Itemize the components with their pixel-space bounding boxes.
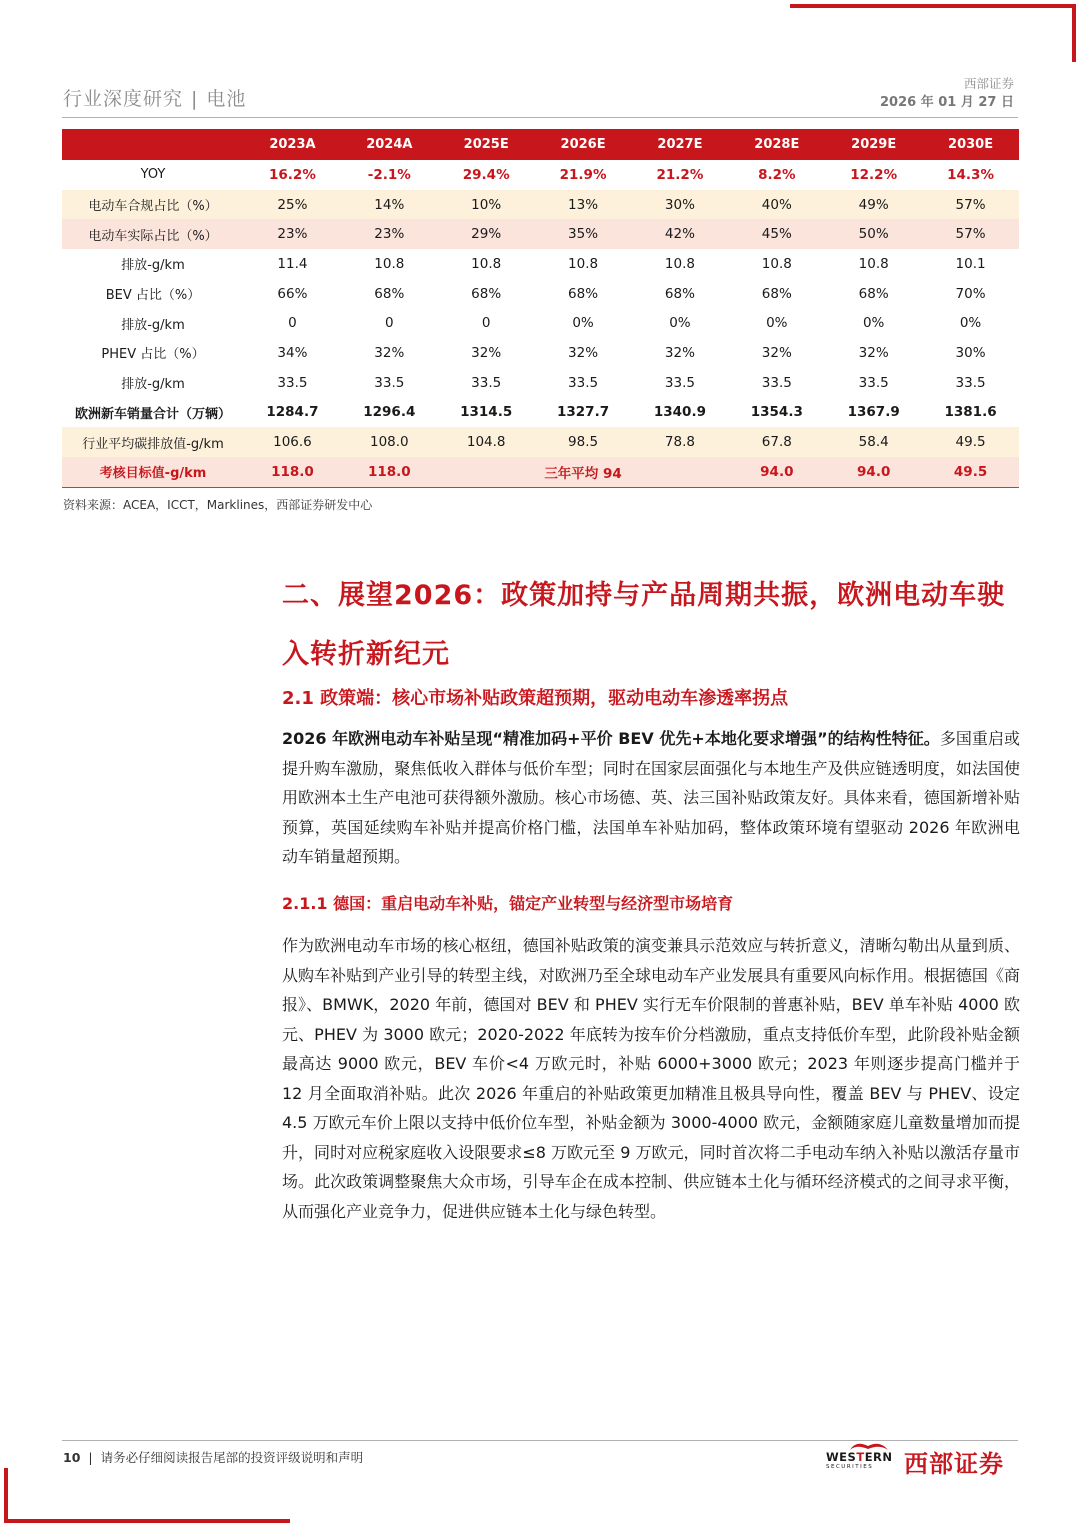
table-cell: 0% — [572, 315, 594, 332]
table-cell: 68% — [471, 285, 502, 302]
row-label: 排放-g/km — [121, 377, 185, 393]
table-cell: 12.2% — [850, 166, 898, 183]
table-cell: 49.5 — [922, 457, 1019, 487]
table-cell: 118.0 — [341, 457, 438, 487]
row-label: 行业平均碳排放值-g/km — [62, 427, 244, 457]
row-label: 排放-g/km — [121, 258, 185, 274]
table-cell: 68% — [761, 285, 792, 302]
table-header-cell: 2029E — [825, 129, 922, 160]
subsubsection-title: 2.1.1 德国：重启电动车补贴，锚定产业转型与经济型市场培育 — [282, 894, 734, 913]
table-row-bev-emission — [62, 308, 1019, 338]
table-cell: 57% — [922, 190, 1019, 220]
row-label: 欧洲新车销量合计（万辆） — [74, 406, 231, 422]
table-cell: 1296.4 — [363, 404, 416, 421]
row-label: PHEV 占比（%） — [101, 347, 205, 363]
table-header-row — [62, 129, 1019, 160]
table-cell: 30% — [955, 344, 986, 361]
table-cell: 94.0 — [825, 457, 922, 487]
table-cell: 33.5 — [955, 374, 986, 391]
table-cell: 42% — [632, 219, 729, 249]
table-cell: -2.1% — [367, 166, 411, 183]
logo-english-sub: SECURITIES — [826, 1464, 874, 1470]
table-cell: 33.5 — [374, 374, 405, 391]
table-cell: 10.8 — [761, 255, 792, 272]
table-cell: 49% — [825, 190, 922, 220]
report-industry: 电池 — [206, 88, 247, 110]
table-cell: 23% — [244, 219, 341, 249]
footer-notice — [63, 1448, 363, 1466]
table-cell: 1327.7 — [557, 404, 610, 421]
table-header-cell: 2027E — [632, 129, 729, 160]
header-separator: | — [191, 88, 199, 110]
table-row-target — [62, 457, 1019, 487]
table-cell: 29.4% — [462, 166, 510, 183]
table-cell: 68% — [664, 285, 695, 302]
table-header-cell: 2030E — [922, 129, 1019, 160]
table-cell: 1284.7 — [266, 404, 319, 421]
company-logo — [826, 1440, 1018, 1476]
table-cell: 29% — [438, 219, 535, 249]
table-cell: 30% — [632, 190, 729, 220]
table-cell: 11.4 — [277, 255, 308, 272]
table-cell: 33.5 — [277, 374, 308, 391]
table-cell: 45% — [728, 219, 825, 249]
table-cell: 1381.6 — [944, 404, 997, 421]
paragraph-germany: 作为欧洲电动车市场的核心枢纽，德国补贴政策的演变兼具示范效应与转折意义，清晰勾勒出从量到质、从购车补贴到产业引导的转型主线，对欧洲乃至全球电动车产业发展具有重要风向标作用。根据德国《商报》、BMWK，2020 年前，德国对 BEV 和 PHEV 实行无车价限制的普惠补贴，BEV 单车补贴 4000 欧元、PHEV 为 3000 欧元；2020-2022 年底转为按车价分档激励，重点支持低价车型，此阶段补贴金额最高达 9000 欧元，BEV 车价<4 万欧元时，补贴 6000+3000 欧元；2023 年则逐步提高门槛并于 12 月全面取消补贴。此次 2026 年重启的补贴政策更加精准且极具导向性，覆盖 BEV 与 PHEV、设定 4.5 万欧元车价上限以支持中低价位车型，补贴金额为 3000-4000 欧元，金额随家庭儿童数量增加而提升，同时对应税家庭收入设限要求≤8 万欧元至 9 万欧元，同时首次将二手电动车纳入补贴以激活存量市场。此次政策调整聚焦大众市场，引导车企在成本控制、供应链本土化与循环经济模式的之间寻求平衡，从而强化产业竞争力，促进供应链本土化与绿色转型。 — [282, 936, 1020, 1221]
corner-decoration-top — [790, 4, 1076, 8]
paragraph-lead: 2026 年欧洲电动车补贴呈现“精准加码+平价 BEV 优先+本地化要求增强”的结构性特征。 — [282, 729, 940, 748]
row-label: YOY — [140, 167, 166, 183]
report-date: 2026 年 01 月 27 日 — [880, 95, 1014, 110]
table-cell: 68% — [374, 285, 405, 302]
table-cell: 68% — [568, 285, 599, 302]
table-cell: 94.0 — [728, 457, 825, 487]
table-cell: 108.0 — [341, 427, 438, 457]
table-cell: 10.8 — [471, 255, 502, 272]
paragraph-body: 多国重启或提升购车激励，聚焦低收入群体与低价车型；同时在国家层面强化与本地生产及供应链透明度，如法国使用欧洲本土生产电池可获得额外激励。核心市场德、英、法三国补贴政策友好。具体来看，德国新增补贴预算，英国延续购车补贴并提高价格门槛，法国单车补贴加码，整体政策环境有望驱动 2026 年欧洲电动车销量超预期。 — [282, 729, 1020, 866]
table-cell: 14% — [341, 190, 438, 220]
table-cell: 32% — [858, 344, 889, 361]
table-row-phev-emission — [62, 368, 1019, 398]
table-cell: 10% — [438, 190, 535, 220]
table-cell: 16.2% — [269, 166, 316, 183]
table-cell: 0% — [959, 315, 982, 332]
table-row-yoy — [62, 160, 1019, 190]
table-header-cell: 2023A — [244, 129, 341, 160]
section-title-line1: 二、展望2026：政策加持与产品周期共振，欧洲电动车驶 — [282, 580, 1006, 611]
table-cell: 21.2% — [656, 166, 704, 183]
table-cell: 8.2% — [758, 166, 796, 183]
table-cell: 33.5 — [471, 374, 502, 391]
table-cell: 40% — [728, 190, 825, 220]
footer-separator: | — [88, 1450, 93, 1465]
header-divider — [62, 117, 1018, 118]
table-cell: 106.6 — [244, 427, 341, 457]
report-meta — [880, 74, 1014, 112]
disclaimer-notice: 请务必仔细阅读报告尾部的投资评级说明和声明 — [100, 1450, 364, 1465]
table-cell: 35% — [535, 219, 632, 249]
table-cell: 10.1 — [955, 255, 986, 272]
table-cell: 1367.9 — [847, 404, 900, 421]
table-cell: 104.8 — [438, 427, 535, 457]
table-row-ev-compliance-share — [62, 190, 1019, 220]
table-cell: 0% — [766, 315, 788, 332]
table-cell: 57% — [922, 219, 1019, 249]
table-cell: 0% — [862, 315, 885, 332]
table-cell: 70% — [955, 285, 986, 302]
table-cell: 10.8 — [374, 255, 405, 272]
row-label: 电动车合规占比（%） — [62, 190, 244, 220]
table-cell: 66% — [277, 285, 308, 302]
table-header-cell: 2024A — [341, 129, 438, 160]
logo-chinese: 西部证券 — [904, 1450, 1004, 1478]
table-cell: 33.5 — [568, 374, 599, 391]
table-cell: 32% — [471, 344, 502, 361]
company-name: 西部证券 — [963, 76, 1014, 91]
table-cell: 25% — [244, 190, 341, 220]
table-cell: 118.0 — [244, 457, 341, 487]
table-header-cell: 2025E — [438, 129, 535, 160]
table-header-cell: 2026E — [535, 129, 632, 160]
table-cell: 0 — [288, 315, 297, 332]
table-cell: 49.5 — [922, 427, 1019, 457]
table-cell-merged: 三年平均 94 — [438, 457, 729, 487]
table-cell: 10.8 — [858, 255, 889, 272]
subsection-title: 2.1 政策端：核心市场补贴政策超预期，驱动电动车渗透率拐点 — [282, 688, 789, 709]
table-cell: 33.5 — [761, 374, 792, 391]
table-cell: 58.4 — [825, 427, 922, 457]
table-cell: 33.5 — [664, 374, 695, 391]
table-cell: 34% — [277, 344, 308, 361]
table-header-cell — [62, 129, 244, 160]
table-cell: 10.8 — [664, 255, 695, 272]
table-row-avg-emission — [62, 427, 1019, 457]
row-label: 排放-g/km — [121, 317, 185, 333]
table-row-europe-sales — [62, 398, 1019, 428]
row-label: BEV 占比（%） — [105, 288, 201, 304]
table-cell: 21.9% — [559, 166, 607, 183]
table-cell: 33.5 — [858, 374, 889, 391]
table-row-ev-emission — [62, 249, 1019, 279]
table-cell: 23% — [341, 219, 438, 249]
table-cell: 32% — [374, 344, 405, 361]
table-cell: 98.5 — [535, 427, 632, 457]
table-cell: 32% — [761, 344, 792, 361]
report-category-header — [63, 84, 246, 111]
section-title-line2: 入转折新纪元 — [282, 639, 450, 670]
corner-decoration-top-vertical — [1072, 4, 1076, 62]
table-cell: 1314.5 — [460, 404, 513, 421]
table-cell: 32% — [664, 344, 695, 361]
table-header-cell: 2028E — [728, 129, 825, 160]
table-row-bev-share — [62, 279, 1019, 309]
table-cell: 50% — [825, 219, 922, 249]
page-number: 10 — [63, 1450, 81, 1465]
table-cell: 0 — [385, 315, 394, 332]
paragraph-policy-summary — [282, 724, 1020, 872]
corner-decoration-bottom-vertical — [4, 1468, 8, 1523]
table-row-ev-actual-share — [62, 219, 1019, 249]
table-cell: 14.3% — [947, 166, 994, 183]
table-cell: 13% — [535, 190, 632, 220]
table-cell: 0 — [481, 315, 491, 332]
table-cell: 78.8 — [632, 427, 729, 457]
table-cell: 32% — [568, 344, 599, 361]
table-row-phev-share — [62, 338, 1019, 368]
table-cell: 10.8 — [568, 255, 599, 272]
table-cell: 0% — [669, 315, 691, 332]
table-cell: 68% — [858, 285, 889, 302]
emissions-table — [62, 129, 1019, 488]
row-label: 电动车实际占比（%） — [62, 219, 244, 249]
table-cell: 67.8 — [728, 427, 825, 457]
corner-decoration-bottom — [4, 1519, 290, 1523]
row-label: 考核目标值-g/km — [62, 457, 244, 487]
table-cell: 1354.3 — [750, 404, 803, 421]
table-cell: 1340.9 — [653, 404, 706, 421]
logo-english: WESTERN — [826, 1450, 893, 1464]
report-category: 行业深度研究 — [63, 88, 184, 110]
table-source: 资料来源：ACEA，ICCT，Marklines，西部证券研发中心 — [63, 498, 373, 512]
